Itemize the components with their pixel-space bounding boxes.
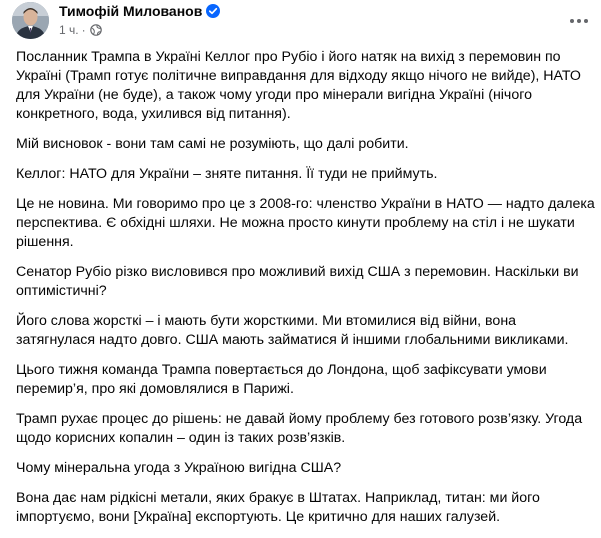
post-paragraph: Чому мінеральна угода з Україною вигідна США? xyxy=(16,460,342,476)
more-options-button[interactable] xyxy=(566,10,592,30)
post-body xyxy=(16,48,596,538)
post-paragraph: Трамп рухає процес до рішень: не давай йому проблему без готового розв’язку. Угода щодо корисних копалин – один із таких розв’язків. xyxy=(16,411,583,446)
post-paragraph: Сенатор Рубіо різко висловився про можливий вихід США з перемовин. Наскільки ви оптимістичні? xyxy=(16,264,579,299)
verified-badge-icon xyxy=(206,4,220,18)
avatar-photo xyxy=(12,2,49,39)
author-name[interactable]: Тимофій Милованов xyxy=(59,3,203,19)
author-avatar[interactable] xyxy=(12,2,49,39)
post-paragraph: Посланник Трампа в Україні Келлог про Рубіо і його натяк на вихід з перемовин по Україні (Трамп готує політичне виправдання для відходу якщо нічого не вийде), НАТО для України (не буде), а також чому угоди про мінерали вигідна Україні (нічого конкретного, вода, ухилився від питання). xyxy=(16,49,581,122)
post-paragraph: Це не новина. Ми говоримо про це з 2008-го: членство України в НАТО — надто далека перспектива. Є обхідні шляхи. Не можна просто кинути проблему на стіл і не шукати рішення. xyxy=(16,196,595,250)
meta-separator: · xyxy=(81,23,86,37)
post-paragraph: Мій висновок - вони там самі не розуміють, що далі робити. xyxy=(16,136,409,152)
post-paragraph: Келлог: НАТО для України – зняте питання. Її туди не приймуть. xyxy=(16,166,438,182)
globe-icon[interactable] xyxy=(90,24,102,36)
post-timestamp[interactable]: 1 ч. xyxy=(59,23,79,37)
author-line xyxy=(59,3,220,19)
post-paragraph: Цього тижня команда Трампа повертається до Лондона, щоб зафіксувати умови перемир’я, про які домовлялися в Парижі. xyxy=(16,362,547,397)
more-horizontal-icon xyxy=(569,11,589,29)
post-paragraph: Вона дає нам рідкісні метали, яких бракує в Штатах. Наприклад, титан: ми його імпортуємо, вони [Україна] експортують. Це критично для наших галузей. xyxy=(16,490,540,525)
post-meta xyxy=(59,23,102,37)
post-paragraph: Його слова жорсткі – і мають бути жорсткими. Ми втомилися від війни, вона затягнулася надто довго. США мають займатися й іншими глобальними викликами. xyxy=(16,313,569,348)
post-header xyxy=(0,0,601,44)
